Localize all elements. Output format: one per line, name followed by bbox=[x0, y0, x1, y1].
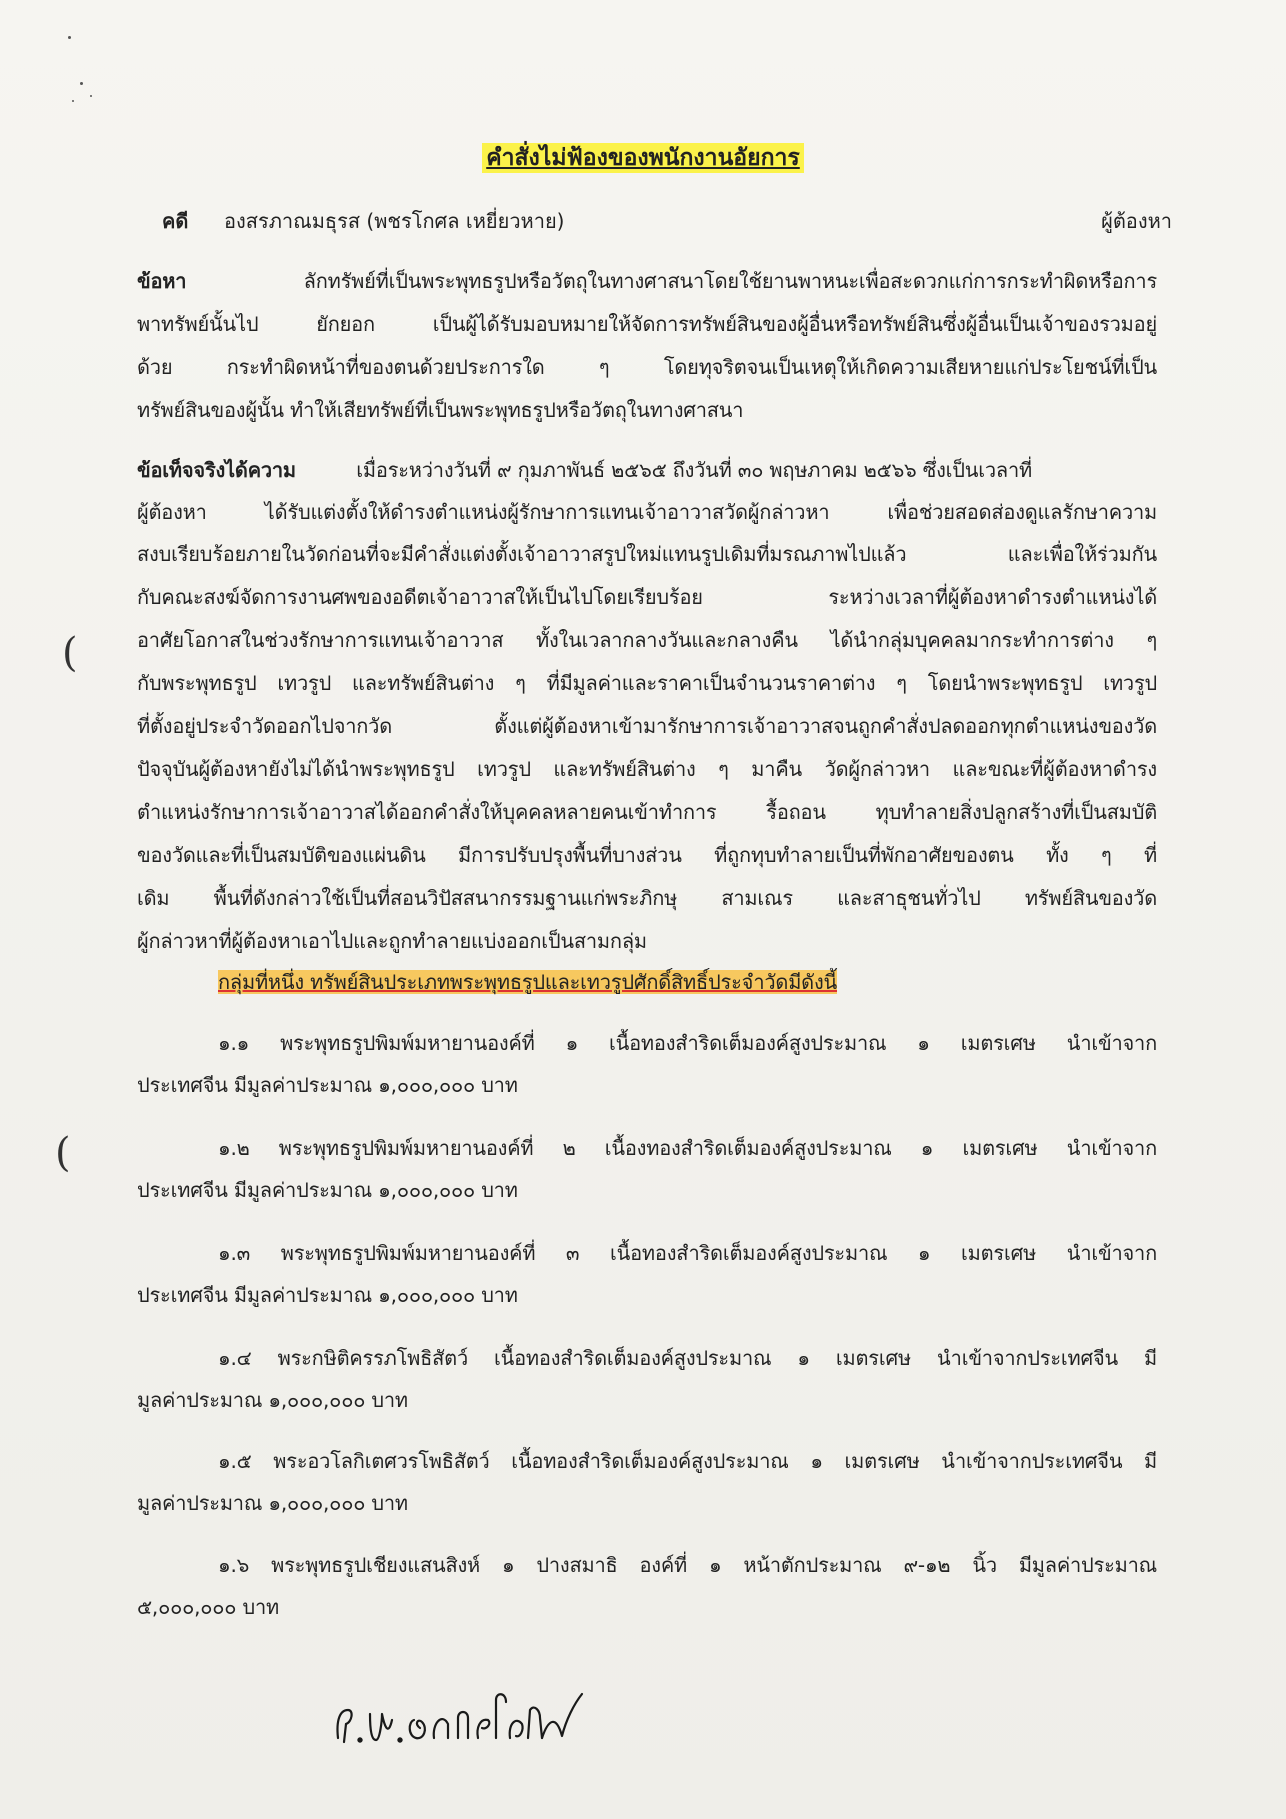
facts-line bbox=[137, 797, 1157, 827]
defendant-name: องสรภาณมธุรส (พชรโกศล เหยี่ยวหาย) bbox=[224, 209, 565, 233]
facts-line bbox=[137, 539, 1157, 569]
facts-text: สงบเรียบร้อยภายในวัดก่อนที่จะมีคำสั่งแต่งตั้งเจ้าอาวาสรูปใหม่แทนรูปเดิมที่มรณภาพไปแล้ว และเพื่อให้ร่วมกัน bbox=[137, 542, 1157, 566]
item-text: ๑.๑ พระพุทธรูปพิมพ์มหายานองค์ที่ ๑ เนื้อทองสำริดเต็มองค์สูงประมาณ ๑ เมตรเศษ นำเข้าจาก bbox=[218, 1031, 1157, 1055]
facts-line bbox=[137, 711, 1157, 741]
charge-line bbox=[137, 266, 1157, 296]
item-line bbox=[137, 1070, 1157, 1100]
item-line bbox=[218, 1133, 1157, 1163]
facts-text: ตำแหน่งรักษาการเจ้าอาวาสได้ออกคำสั่งให้บุคคลหลายคนเข้าทำการ รื้อถอน ทุบทำลายสิ่งปลูกสร้างที่เป็นสมบัติ bbox=[137, 800, 1157, 824]
scan-speck bbox=[72, 100, 74, 102]
item-text: มูลค่าประมาณ ๑,๐๐๐,๐๐๐ บาท bbox=[137, 1388, 408, 1412]
facts-line bbox=[137, 668, 1157, 698]
charge-text: ด้วย กระทำผิดหน้าที่ของตนด้วยประการใด ๆ โดยทุจริตจนเป็นเหตุให้เกิดความเสียหายแก่ประโยชน์ที่เป็น bbox=[137, 355, 1157, 379]
item-text: ประเทศจีน มีมูลค่าประมาณ ๑,๐๐๐,๐๐๐ บาท bbox=[137, 1283, 518, 1307]
facts-line bbox=[137, 883, 1157, 913]
item-text: ๑.๒ พระพุทธรูปพิมพ์มหายานองค์ที่ ๒ เนื้องทองสำริดเต็มองค์สูงประมาณ ๑ เมตรเศษ นำเข้าจาก bbox=[218, 1136, 1157, 1160]
facts-text: ปัจจุบันผู้ต้องหายังไม่ได้นำพระพุทธรูป เทวรูป และทรัพย์สินต่าง ๆ มาคืน วัดผู้กล่าวหา และขณะที่ผู้ต้องหาดำรง bbox=[137, 757, 1157, 781]
item-text: ๑.๓ พระพุทธรูปพิมพ์มหายานองค์ที่ ๓ เนื้อทองสำริดเต็มองค์สูงประมาณ ๑ เมตรเศษ นำเข้าจาก bbox=[218, 1241, 1157, 1265]
charge-text: ทรัพย์สินของผู้นั้น ทำให้เสียทรัพย์ที่เป็นพระพุทธรูปหรือวัตถุในทางศาสนา bbox=[137, 398, 744, 422]
facts-text: อาศัยโอกาสในช่วงรักษาการแทนเจ้าอาวาส ทั้งในเวลากลางวันและกลางคืน ได้นำกลุ่มบุคคลมากระทำการต่าง ๆ bbox=[137, 628, 1157, 652]
facts-text: กับพระพุทธรูป เทวรูป และทรัพย์สินต่าง ๆ ที่มีมูลค่าและราคาเป็นจำนวนราคาต่าง ๆ โดยนำพระพุทธรูป เทวรูป bbox=[137, 671, 1157, 695]
case-prefix: คดี bbox=[162, 209, 189, 233]
item-text: ๑.๖ พระพุทธรูปเชียงแสนสิงห์ ๑ ปางสมาธิ องค์ที่ ๑ หน้าตักประมาณ ๙-๑๒ นิ้ว มีมูลค่าประมาณ bbox=[218, 1553, 1157, 1577]
facts-line bbox=[137, 754, 1157, 784]
item-text: ๕,๐๐๐,๐๐๐ บาท bbox=[137, 1595, 279, 1619]
punch-hole-mark: ( bbox=[62, 630, 78, 676]
charge-line bbox=[137, 309, 1157, 339]
facts-text: กับคณะสงฆ์จัดการงานศพของอดีตเจ้าอาวาสให้เป็นไปโดยเรียบร้อย ระหว่างเวลาที่ผู้ต้องหาดำรงตำแหน่งได้ bbox=[137, 585, 1157, 609]
facts-text: ของวัดและที่เป็นสมบัติของแผ่นดิน มีการปรับปรุงพื้นที่บางส่วน ที่ถูกทุบทำลายเป็นที่พักอาศัยของตน ทั้ง ๆ ที่ bbox=[137, 843, 1157, 867]
scan-speck bbox=[68, 36, 71, 39]
facts-text: ที่ตั้งอยู่ประจำวัดออกไปจากวัด ตั้งแต่ผู้ต้องหาเข้ามารักษาการเจ้าอาวาสจนถูกคำสั่งปลดออกทุกตำแหน่งของวัด bbox=[137, 714, 1157, 738]
punch-hole-mark: ( bbox=[55, 1130, 71, 1176]
document-title-text: คำสั่งไม่ฟ้องของพนักงานอัยการ bbox=[482, 143, 804, 173]
facts-text: ผู้กล่าวหาที่ผู้ต้องหาเอาไปและถูกทำลายแบ่งออกเป็นสามกลุ่ม bbox=[137, 929, 647, 953]
handwritten-signature bbox=[330, 1680, 600, 1750]
facts-line bbox=[137, 840, 1157, 870]
facts-text: ผู้ต้องหา ได้รับแต่งตั้งให้ดำรงตำแหน่งผู้รักษาการแทนเจ้าอาวาสวัดผู้กล่าวหา เพื่อช่วยสอดส่องดูแลรักษาความ bbox=[137, 500, 1157, 524]
charge-text: พาทรัพย์นั้นไป ยักยอก เป็นผู้ได้รับมอบหมายให้จัดการทรัพย์สินของผู้อื่นหรือทรัพย์สินซึ่งผู้อื่นเป็นเจ้าของรวมอยู่ bbox=[137, 312, 1157, 336]
charge-text: ลักทรัพย์ที่เป็นพระพุทธรูปหรือวัตถุในทางศาสนาโดยใช้ยานพาหนะเพื่อสะดวกแก่การกระทำผิดหรือการ bbox=[303, 269, 1157, 293]
item-line bbox=[218, 1238, 1157, 1268]
item-line bbox=[137, 1592, 1157, 1622]
item-line bbox=[137, 1175, 1157, 1205]
item-line bbox=[218, 1550, 1157, 1580]
item-line bbox=[218, 1028, 1157, 1058]
defendant-role: ผู้ต้องหา bbox=[1101, 209, 1172, 233]
item-text: ๑.๔ พระกษิติครรภโพธิสัตว์ เนื้อทองสำริดเต็มองค์สูงประมาณ ๑ เมตรเศษ นำเข้าจากประเทศจีน มี bbox=[218, 1346, 1157, 1370]
scan-speck bbox=[90, 95, 92, 97]
charge-label: ข้อหา bbox=[137, 269, 187, 293]
facts-label: ข้อเท็จจริงได้ความ bbox=[137, 458, 296, 482]
facts-line bbox=[137, 926, 1157, 956]
group-heading bbox=[218, 967, 1157, 997]
facts-line bbox=[137, 497, 1157, 527]
item-line bbox=[218, 1343, 1157, 1373]
group-heading-text: กลุ่มที่หนึ่ง ทรัพย์สินประเภทพระพุทธรูปและเทวรูปศักดิ์สิทธิ์ประจำวัดมีดังนี้ bbox=[218, 970, 838, 994]
item-line bbox=[218, 1446, 1157, 1476]
facts-text: เมื่อระหว่างวันที่ ๙ กุมภาพันธ์ ๒๕๖๕ ถึงวันที่ ๓๐ พฤษภาคม ๒๕๖๖ ซึ่งเป็นเวลาที่ bbox=[356, 458, 1032, 482]
item-text: ๑.๕ พระอวโลกิเตศวรโพธิสัตว์ เนื้อทองสำริดเต็มองค์สูงประมาณ ๑ เมตรเศษ นำเข้าจากประเทศจีน มี bbox=[218, 1449, 1157, 1473]
document-title bbox=[0, 140, 1286, 176]
item-line bbox=[137, 1488, 1157, 1518]
charge-line bbox=[137, 352, 1157, 382]
facts-line bbox=[137, 455, 1157, 485]
charge-line bbox=[137, 395, 1157, 425]
facts-text: เดิม พื้นที่ดังกล่าวใช้เป็นที่สอนวิปัสสนากรรมฐานแก่พระภิกษุ สามเณร และสาธุชนทั่วไป ทรัพย์สินของวัด bbox=[137, 886, 1157, 910]
item-line bbox=[137, 1280, 1157, 1310]
item-line bbox=[137, 1385, 1157, 1415]
facts-line bbox=[137, 625, 1157, 655]
item-text: ประเทศจีน มีมูลค่าประมาณ ๑,๐๐๐,๐๐๐ บาท bbox=[137, 1178, 518, 1202]
facts-line bbox=[137, 582, 1157, 612]
scan-speck bbox=[80, 82, 83, 85]
item-text: มูลค่าประมาณ ๑,๐๐๐,๐๐๐ บาท bbox=[137, 1491, 408, 1515]
item-text: ประเทศจีน มีมูลค่าประมาณ ๑,๐๐๐,๐๐๐ บาท bbox=[137, 1073, 518, 1097]
